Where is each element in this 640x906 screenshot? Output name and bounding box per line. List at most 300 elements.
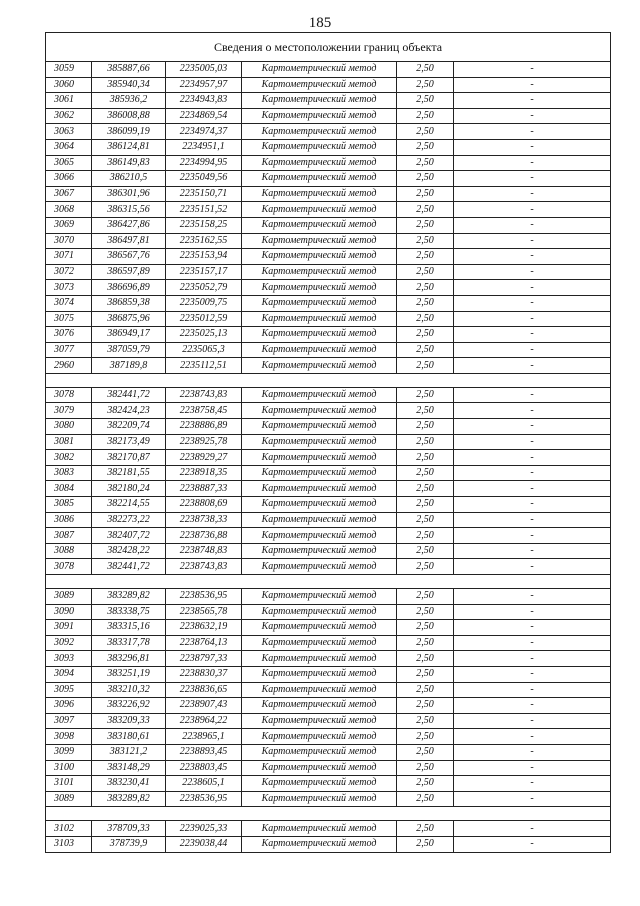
coordinate-x-cell: 387059,79 [92,342,166,358]
method-cell: Картометрический метод [242,760,397,776]
accuracy-cell: 2,50 [397,543,454,559]
coordinate-x-cell: 386696,89 [92,280,166,296]
point-number-cell: 3059 [46,62,92,78]
accuracy-cell: 2,50 [397,512,454,528]
note-cell: - [454,760,611,776]
table-title: Сведения о местоположении границ объекта [46,33,611,62]
point-number-cell: 3095 [46,682,92,698]
point-number-cell: 3063 [46,124,92,140]
coordinate-x-cell: 386301,96 [92,186,166,202]
table-row [46,186,611,202]
accuracy-cell: 2,50 [397,635,454,651]
table-row [46,543,611,559]
table-row [46,264,611,280]
method-cell: Картометрический метод [242,108,397,124]
point-number-cell: 3071 [46,249,92,265]
note-cell: - [454,497,611,513]
point-number-cell: 3072 [46,264,92,280]
coordinate-y-cell: 2238743,83 [166,387,242,403]
coordinate-y-cell: 2235049,56 [166,171,242,187]
note-cell: - [454,93,611,109]
coordinate-y-cell: 2234994,95 [166,155,242,171]
table-row [46,217,611,233]
method-cell: Картометрический метод [242,543,397,559]
table-title-row [46,33,611,62]
method-cell: Картометрический метод [242,450,397,466]
coordinate-y-cell: 2235151,52 [166,202,242,218]
coordinate-y-cell: 2238929,27 [166,450,242,466]
table-row [46,836,611,852]
note-cell: - [454,836,611,852]
accuracy-cell: 2,50 [397,481,454,497]
coordinate-y-cell: 2234951,1 [166,139,242,155]
accuracy-cell: 2,50 [397,295,454,311]
method-cell: Картометрический метод [242,217,397,233]
accuracy-cell: 2,50 [397,620,454,636]
coordinate-x-cell: 383315,16 [92,620,166,636]
coordinate-y-cell: 2235157,17 [166,264,242,280]
method-cell: Картометрический метод [242,512,397,528]
accuracy-cell: 2,50 [397,760,454,776]
coordinate-x-cell: 383226,92 [92,698,166,714]
note-cell: - [454,682,611,698]
coordinate-y-cell: 2238565,78 [166,604,242,620]
coordinate-x-cell: 386567,76 [92,249,166,265]
accuracy-cell: 2,50 [397,108,454,124]
coordinate-y-cell: 2239038,44 [166,836,242,852]
coordinate-y-cell: 2238764,13 [166,635,242,651]
coordinate-x-cell: 382424,23 [92,403,166,419]
coordinate-x-cell: 383230,41 [92,776,166,792]
method-cell: Картометрический метод [242,821,397,837]
note-cell: - [454,264,611,280]
coordinate-x-cell: 382441,72 [92,387,166,403]
table-row [46,419,611,435]
table-row [46,589,611,605]
accuracy-cell: 2,50 [397,202,454,218]
note-cell: - [454,358,611,374]
point-number-cell: 3085 [46,497,92,513]
coordinate-y-cell: 2238632,19 [166,620,242,636]
coordinate-y-cell: 2235150,71 [166,186,242,202]
note-cell: - [454,139,611,155]
point-number-cell: 3079 [46,403,92,419]
note-cell: - [454,698,611,714]
point-number-cell: 3066 [46,171,92,187]
accuracy-cell: 2,50 [397,171,454,187]
separator-cell [46,575,611,589]
coordinate-x-cell: 378709,33 [92,821,166,837]
point-number-cell: 3089 [46,589,92,605]
point-number-cell: 3068 [46,202,92,218]
accuracy-cell: 2,50 [397,729,454,745]
coordinate-x-cell: 387189,8 [92,358,166,374]
note-cell: - [454,217,611,233]
accuracy-cell: 2,50 [397,77,454,93]
group-separator-row [46,807,611,821]
accuracy-cell: 2,50 [397,791,454,807]
table-row [46,497,611,513]
coordinate-x-cell: 385936,2 [92,93,166,109]
method-cell: Картометрический метод [242,651,397,667]
note-cell: - [454,327,611,343]
method-cell: Картометрический метод [242,713,397,729]
coordinate-y-cell: 2235025,13 [166,327,242,343]
coordinate-x-cell: 382214,55 [92,497,166,513]
point-number-cell: 3099 [46,744,92,760]
method-cell: Картометрический метод [242,682,397,698]
accuracy-cell: 2,50 [397,280,454,296]
note-cell: - [454,651,611,667]
table-row [46,635,611,651]
point-number-cell: 3073 [46,280,92,296]
point-number-cell: 3076 [46,327,92,343]
point-number-cell: 3078 [46,387,92,403]
accuracy-cell: 2,50 [397,186,454,202]
accuracy-cell: 2,50 [397,651,454,667]
point-number-cell: 3074 [46,295,92,311]
accuracy-cell: 2,50 [397,264,454,280]
table-row [46,698,611,714]
coordinate-y-cell: 2238738,33 [166,512,242,528]
note-cell: - [454,124,611,140]
table-row [46,666,611,682]
note-cell: - [454,233,611,249]
note-cell: - [454,729,611,745]
point-number-cell: 3081 [46,434,92,450]
coordinate-x-cell: 386149,83 [92,155,166,171]
point-number-cell: 3078 [46,559,92,575]
method-cell: Картометрический метод [242,620,397,636]
coordinate-y-cell: 2238893,45 [166,744,242,760]
coordinate-y-cell: 2238830,37 [166,666,242,682]
table-row [46,450,611,466]
point-number-cell: 3094 [46,666,92,682]
accuracy-cell: 2,50 [397,821,454,837]
coordinate-x-cell: 383338,75 [92,604,166,620]
method-cell: Картометрический метод [242,776,397,792]
note-cell: - [454,419,611,435]
coordinate-y-cell: 2238536,95 [166,589,242,605]
note-cell: - [454,280,611,296]
point-number-cell: 3090 [46,604,92,620]
coordinate-x-cell: 383121,2 [92,744,166,760]
accuracy-cell: 2,50 [397,666,454,682]
accuracy-cell: 2,50 [397,682,454,698]
coordinate-y-cell: 2238808,69 [166,497,242,513]
note-cell: - [454,202,611,218]
coordinate-y-cell: 2234974,37 [166,124,242,140]
group-separator-row [46,575,611,589]
point-number-cell: 3103 [46,836,92,852]
method-cell: Картометрический метод [242,62,397,78]
coordinate-y-cell: 2238886,89 [166,419,242,435]
note-cell: - [454,403,611,419]
table-row [46,358,611,374]
accuracy-cell: 2,50 [397,387,454,403]
coordinate-x-cell: 382273,22 [92,512,166,528]
point-number-cell: 3084 [46,481,92,497]
table-row [46,791,611,807]
note-cell: - [454,635,611,651]
method-cell: Картометрический метод [242,124,397,140]
note-cell: - [454,387,611,403]
method-cell: Картометрический метод [242,635,397,651]
table-row [46,821,611,837]
coordinate-x-cell: 383148,29 [92,760,166,776]
point-number-cell: 3093 [46,651,92,667]
accuracy-cell: 2,50 [397,233,454,249]
table-row [46,311,611,327]
method-cell: Картометрический метод [242,744,397,760]
coordinate-x-cell: 386099,19 [92,124,166,140]
accuracy-cell: 2,50 [397,698,454,714]
method-cell: Картометрический метод [242,666,397,682]
coordinate-y-cell: 2238918,35 [166,465,242,481]
coordinate-y-cell: 2238965,1 [166,729,242,745]
coordinate-y-cell: 2238743,83 [166,559,242,575]
point-number-cell: 3096 [46,698,92,714]
coordinate-x-cell: 386859,38 [92,295,166,311]
table-row [46,93,611,109]
coordinate-x-cell: 386949,17 [92,327,166,343]
coordinate-y-cell: 2235158,25 [166,217,242,233]
separator-cell [46,373,611,387]
note-cell: - [454,434,611,450]
coordinate-x-cell: 382441,72 [92,559,166,575]
coordinate-x-cell: 386875,96 [92,311,166,327]
table-row [46,108,611,124]
accuracy-cell: 2,50 [397,249,454,265]
table-row [46,233,611,249]
method-cell: Картометрический метод [242,403,397,419]
note-cell: - [454,171,611,187]
accuracy-cell: 2,50 [397,528,454,544]
note-cell: - [454,311,611,327]
coordinate-y-cell: 2235153,94 [166,249,242,265]
table-row [46,713,611,729]
point-number-cell: 3083 [46,465,92,481]
coordinate-y-cell: 2238748,83 [166,543,242,559]
method-cell: Картометрический метод [242,342,397,358]
point-number-cell: 3067 [46,186,92,202]
accuracy-cell: 2,50 [397,327,454,343]
point-number-cell: 2960 [46,358,92,374]
accuracy-cell: 2,50 [397,124,454,140]
coordinate-y-cell: 2238803,45 [166,760,242,776]
accuracy-cell: 2,50 [397,589,454,605]
point-number-cell: 3102 [46,821,92,837]
method-cell: Картометрический метод [242,186,397,202]
page-number: 185 [308,15,332,31]
coordinate-x-cell: 382170,87 [92,450,166,466]
accuracy-cell: 2,50 [397,559,454,575]
group-separator-row [46,373,611,387]
table-row [46,295,611,311]
accuracy-cell: 2,50 [397,604,454,620]
method-cell: Картометрический метод [242,77,397,93]
note-cell: - [454,465,611,481]
method-cell: Картометрический метод [242,171,397,187]
method-cell: Картометрический метод [242,202,397,218]
coordinate-x-cell: 385940,34 [92,77,166,93]
point-number-cell: 3086 [46,512,92,528]
note-cell: - [454,512,611,528]
coordinate-y-cell: 2238758,45 [166,403,242,419]
accuracy-cell: 2,50 [397,776,454,792]
coordinate-y-cell: 2239025,33 [166,821,242,837]
accuracy-cell: 2,50 [397,497,454,513]
note-cell: - [454,604,611,620]
accuracy-cell: 2,50 [397,419,454,435]
point-number-cell: 3075 [46,311,92,327]
coordinate-y-cell: 2235112,51 [166,358,242,374]
coordinate-x-cell: 382407,72 [92,528,166,544]
table-row [46,342,611,358]
table-row [46,682,611,698]
note-cell: - [454,713,611,729]
note-cell: - [454,776,611,792]
coordinate-y-cell: 2238536,95 [166,791,242,807]
note-cell: - [454,295,611,311]
coordinate-x-cell: 385887,66 [92,62,166,78]
note-cell: - [454,589,611,605]
note-cell: - [454,481,611,497]
point-number-cell: 3101 [46,776,92,792]
coordinate-x-cell: 386427,86 [92,217,166,233]
method-cell: Картометрический метод [242,295,397,311]
method-cell: Картометрический метод [242,419,397,435]
point-number-cell: 3088 [46,543,92,559]
coordinate-y-cell: 2238605,1 [166,776,242,792]
coordinate-y-cell: 2234957,97 [166,77,242,93]
table-row [46,387,611,403]
method-cell: Картометрический метод [242,465,397,481]
table-row [46,776,611,792]
accuracy-cell: 2,50 [397,434,454,450]
method-cell: Картометрический метод [242,559,397,575]
table-row [46,620,611,636]
accuracy-cell: 2,50 [397,744,454,760]
coordinate-y-cell: 2235005,03 [166,62,242,78]
table-row [46,434,611,450]
coordinate-x-cell: 383210,32 [92,682,166,698]
point-number-cell: 3064 [46,139,92,155]
point-number-cell: 3089 [46,791,92,807]
point-number-cell: 3091 [46,620,92,636]
coordinate-x-cell: 386597,89 [92,264,166,280]
coordinate-x-cell: 386124,81 [92,139,166,155]
accuracy-cell: 2,50 [397,139,454,155]
table-row [46,403,611,419]
table-row [46,512,611,528]
note-cell: - [454,77,611,93]
table-row [46,171,611,187]
table-row [46,280,611,296]
method-cell: Картометрический метод [242,280,397,296]
accuracy-cell: 2,50 [397,358,454,374]
coordinate-y-cell: 2238736,88 [166,528,242,544]
method-cell: Картометрический метод [242,327,397,343]
coordinate-y-cell: 2234869,54 [166,108,242,124]
note-cell: - [454,821,611,837]
note-cell: - [454,186,611,202]
accuracy-cell: 2,50 [397,93,454,109]
table-row [46,202,611,218]
coordinate-x-cell: 386497,81 [92,233,166,249]
note-cell: - [454,744,611,760]
method-cell: Картометрический метод [242,233,397,249]
coordinate-x-cell: 386008,88 [92,108,166,124]
coordinate-x-cell: 382173,49 [92,434,166,450]
method-cell: Картометрический метод [242,264,397,280]
coordinate-y-cell: 2238964,22 [166,713,242,729]
table-row [46,559,611,575]
point-number-cell: 3069 [46,217,92,233]
coordinate-y-cell: 2235162,55 [166,233,242,249]
accuracy-cell: 2,50 [397,403,454,419]
table-row [46,604,611,620]
coordinate-x-cell: 383251,19 [92,666,166,682]
coordinate-x-cell: 383289,82 [92,791,166,807]
coordinate-x-cell: 383317,78 [92,635,166,651]
note-cell: - [454,559,611,575]
method-cell: Картометрический метод [242,155,397,171]
point-number-cell: 3087 [46,528,92,544]
coordinate-y-cell: 2235065,3 [166,342,242,358]
note-cell: - [454,450,611,466]
table-row [46,249,611,265]
note-cell: - [454,620,611,636]
table-row [46,124,611,140]
point-number-cell: 3061 [46,93,92,109]
accuracy-cell: 2,50 [397,311,454,327]
point-number-cell: 3060 [46,77,92,93]
coordinate-x-cell: 382428,22 [92,543,166,559]
coordinate-y-cell: 2238797,33 [166,651,242,667]
point-number-cell: 3092 [46,635,92,651]
point-number-cell: 3077 [46,342,92,358]
point-number-cell: 3065 [46,155,92,171]
method-cell: Картометрический метод [242,358,397,374]
accuracy-cell: 2,50 [397,342,454,358]
method-cell: Картометрический метод [242,93,397,109]
accuracy-cell: 2,50 [397,713,454,729]
point-number-cell: 3097 [46,713,92,729]
table-row [46,139,611,155]
accuracy-cell: 2,50 [397,836,454,852]
note-cell: - [454,249,611,265]
accuracy-cell: 2,50 [397,217,454,233]
table-row [46,155,611,171]
method-cell: Картометрический метод [242,387,397,403]
coordinate-x-cell: 386210,5 [92,171,166,187]
coordinate-y-cell: 2235052,79 [166,280,242,296]
coordinate-y-cell: 2235012,59 [166,311,242,327]
coordinate-x-cell: 386315,56 [92,202,166,218]
coordinate-y-cell: 2235009,75 [166,295,242,311]
method-cell: Картометрический метод [242,249,397,265]
coordinate-x-cell: 383289,82 [92,589,166,605]
table-row [46,481,611,497]
method-cell: Картометрический метод [242,311,397,327]
point-number-cell: 3062 [46,108,92,124]
method-cell: Картометрический метод [242,791,397,807]
method-cell: Картометрический метод [242,589,397,605]
separator-cell [46,807,611,821]
coordinate-x-cell: 382209,74 [92,419,166,435]
method-cell: Картометрический метод [242,604,397,620]
